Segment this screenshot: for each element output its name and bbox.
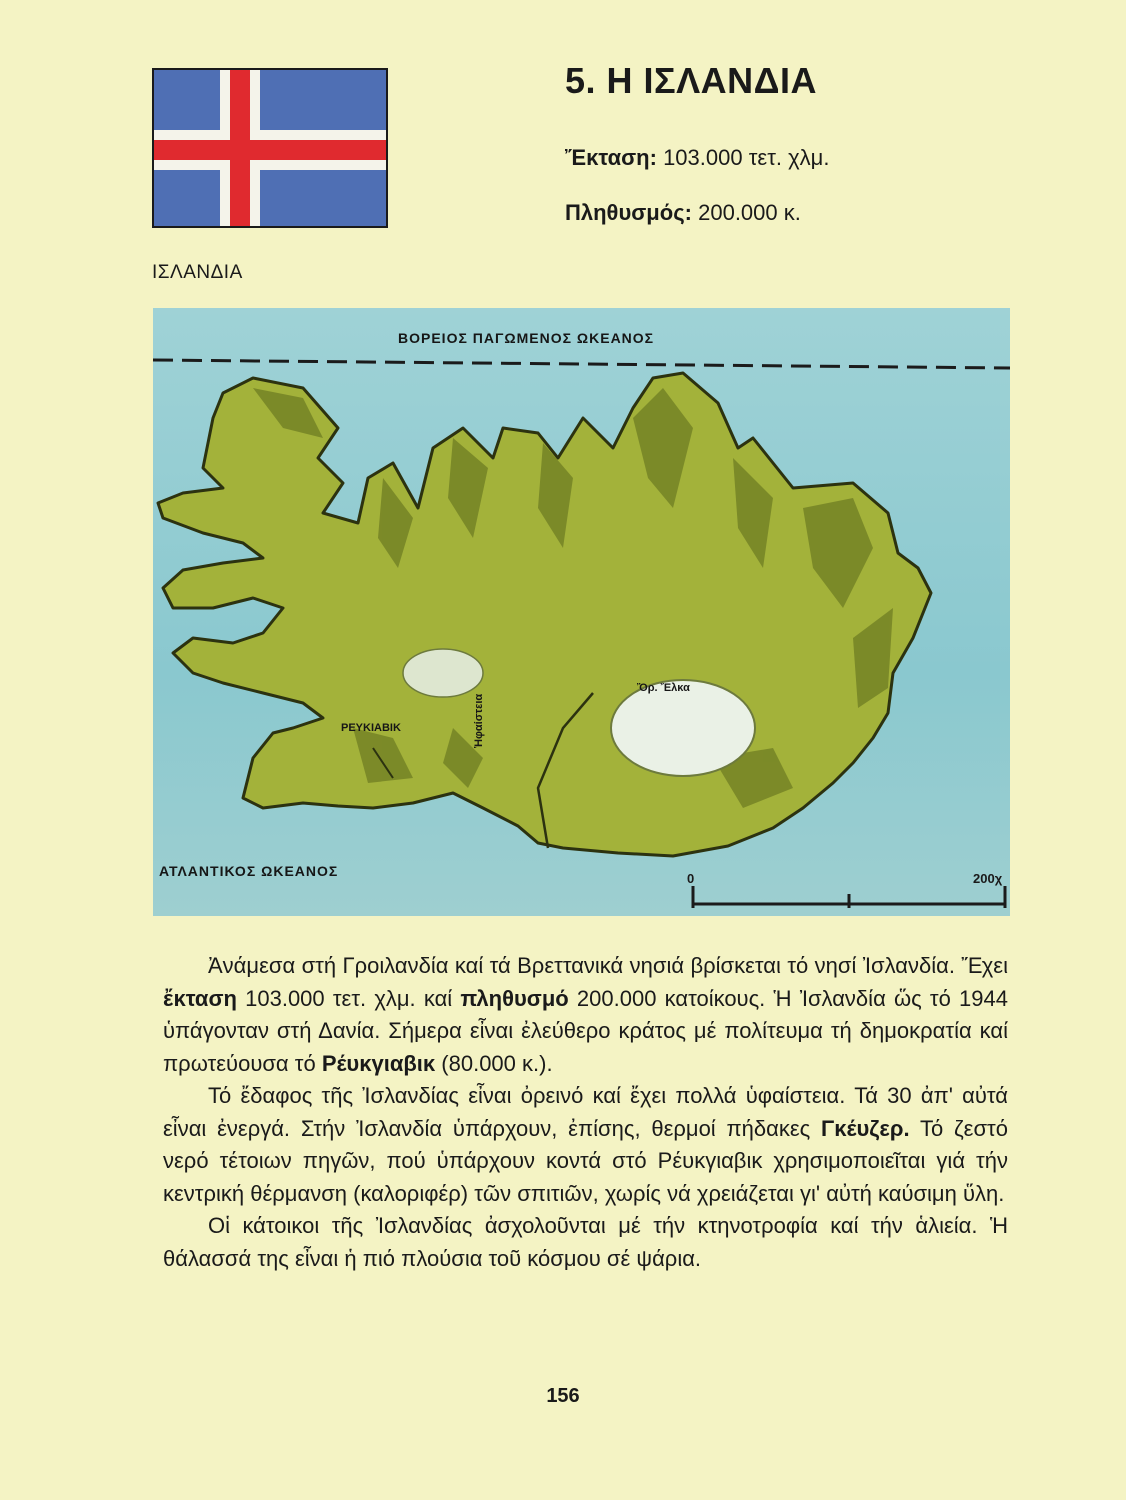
- area-label: Ἔκταση:: [565, 145, 657, 170]
- iceland-relief-map: [153, 308, 1010, 916]
- text-run: Τό ἔδαφος τῆς Ἰσλανδίας εἶναι ὀρεινό καί ἔχει πολλά ὑφαίστεια. Τά 30 ἀπ' αὐτά εἶναι ἐνεργά. Στήν Ἰσλανδία ὑπάρχουν, ἐπίσης, θερμοί πήδακες: [163, 1083, 1008, 1141]
- paragraph-1: [163, 950, 1008, 1080]
- term-geyser: Γκέυζερ.: [821, 1115, 910, 1141]
- term-reykjavik: Ρέυκγιαβικ: [321, 1050, 436, 1076]
- term-area: ἔκταση: [163, 985, 237, 1011]
- text-run: Τό ζεστό νερό τέτοιων πηγῶν, πού ὑπάρχουν κοντά στό Ρέυκγιαβικ χρησιμοποιεῖται γιά τήν κεντρική θέρμανση (καλοριφέρ) τῶν σπιτιῶν, χωρίς νά χρειάζεται γι' αὐτή καύσιμη ὕλη.: [163, 1115, 1008, 1206]
- map-scale-bar: [693, 886, 1005, 908]
- map-drawing: [153, 308, 1010, 916]
- scale-end-label: 200χ: [973, 871, 1003, 886]
- arctic-circle-line: [153, 360, 1010, 368]
- page-number: 156: [546, 1385, 580, 1407]
- atlantic-ocean-label: ΑΤΛΑΝΤΙΚΟΣ ΩΚΕΑΝΟΣ: [159, 863, 339, 879]
- text-run: 200.000 κατοίκους. Ἡ Ἰσλανδία ὥς τό 1944 ὑπάγονταν στή Δανία. Σήμερα εἶναι ἐλεύθερο κράτος μέ πολίτευμα τή δημοκρατία καί πρωτεύουσα τό: [163, 985, 1008, 1076]
- area-value: 103.000 τετ. χλμ.: [663, 145, 830, 170]
- page-title: 5. Η ΙΣΛΑΝΔΙΑ: [565, 60, 818, 101]
- north-ocean-label: ΒΟΡΕΙΟΣ ΠΑΓΩΜΕΝΟΣ ΩΚΕΑΝΟΣ: [398, 330, 655, 346]
- text-run: (80.000 κ.).: [435, 1050, 553, 1076]
- flag-red-horizontal-band: [154, 140, 386, 160]
- capital-label: ΡΕΥΚΙΑΒΙΚ: [341, 722, 401, 734]
- term-population: πληθυσμό: [460, 985, 569, 1011]
- scale-start-label: 0: [687, 871, 695, 886]
- glacier-label: Ὄρ. Ἔλκα: [637, 682, 690, 694]
- population-value: 200.000 κ.: [698, 200, 801, 225]
- area-fact: [565, 145, 829, 171]
- body-text: [163, 950, 1008, 1275]
- population-fact: [565, 200, 801, 226]
- paragraph-2: [163, 1080, 1008, 1210]
- text-run: Ἀνάμεσα στή Γροιλανδία καί τά Βρεττανικά νησιά βρίσκεται τό νησί Ἰσλανδία. Ἔχει: [208, 953, 1008, 978]
- paragraph-3: Οἱ κάτοικοι τῆς Ἰσλανδίας ἀσχολοῦνται μέ τήν κτηνοτροφία καί τήν ἁλιεία. Ἡ θάλασσά της εἶναι ἡ πιό πλούσια τοῦ κόσμου σέ ψάρια.: [163, 1213, 1008, 1271]
- iceland-flag: [152, 68, 388, 228]
- population-label: Πληθυσμός:: [565, 200, 692, 225]
- flag-caption: ΙΣΛΑΝΔΙΑ: [152, 262, 243, 283]
- text-run: 103.000 τετ. χλμ. καί: [236, 985, 461, 1011]
- glacier-langjokull: [403, 649, 483, 697]
- volcano-label: Ἡφαίστεια: [473, 693, 485, 748]
- glacier-vatnajokull: [611, 680, 755, 776]
